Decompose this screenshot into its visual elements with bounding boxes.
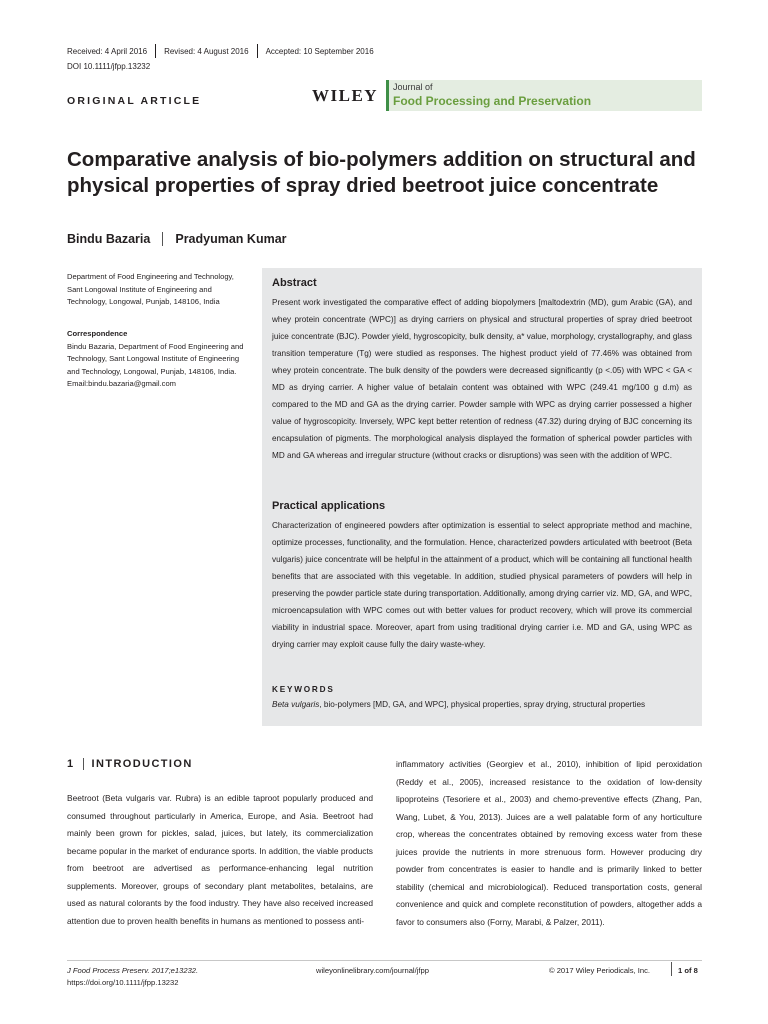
body-column-left: Beetroot (Beta vulgaris var. Rubra) is an edible taproot popularly produced and consumed throughout particularly in America, Europe, and Asia. Beetroot had mainly been grown for pickles, salad, juices, but lately, its commercialization became popular in the market of endurance sports. In addition, the viable products from beetroot are advertised as performance-enhancing legal nutrition supplements. Moreover, groups of secondary plant metabolites, betalains, are used as natural colorants by the food industry. They have also received increased attention due to proven health benefits in humans as mentioned to possess anti- [67,793,373,926]
journal-banner-accent [386,80,389,111]
affiliation: Department of Food Engineering and Technology, Sant Longowal Institute of Engineering and Technology, Longowal, Punjab, 148106, India [67,272,234,306]
keyword-rest: , bio-polymers [MD, GA, and WPC], physical properties, spray drying, structural properties [319,700,646,709]
page-number: 1 of 8 [678,966,698,975]
accepted-date: Accepted: 10 September 2016 [265,46,374,56]
doi[interactable]: DOI 10.1111/jfpp.13232 [67,62,151,71]
body-column-right: inflammatory activities (Georgiev et al., 2010), inhibition of lipid peroxidation (Reddy et al., 2005), increased resistance to the oxidation of low-density lipoproteins (Tesoriere et al., 2003) and chemo-preventive effects (Zhang, Pan, Wang, Lubet, & You, 2013). Juices are a well palatable form of any horticulture crop, whereas the concentrates obtained by removing excess water from these juices provide the nutrients in more strenuous form. However producing dry powder from concentrates is easier to handle and is primarily linked to better stability (chemical and microbiological). Reduced transportation costs, general convenience and quick and complete reconstitution of powders, altogether adds a favor to consumers also (Forny, Marabi, & Palzer, 2011). [396,759,702,927]
divider [155,44,156,58]
abstract-box [262,268,702,726]
divider [83,758,84,770]
section-title: INTRODUCTION [91,758,193,770]
footer-rule [67,960,702,961]
title-line-2: physical properties of spray dried beetroot juice concentrate [67,174,659,197]
keywords-list [272,700,645,709]
correspondence-label: Correspondence [67,329,128,338]
practical-heading: Practical applications [272,500,386,512]
keywords-heading: KEYWORDS [272,685,335,694]
section-number: 1 [67,758,75,770]
section-heading [67,758,193,770]
author-name[interactable]: Pradyuman Kumar [175,232,287,246]
received-date: Received: 4 April 2016 [67,46,148,56]
author-list [67,232,287,246]
article-title [67,147,717,199]
divider [162,232,163,246]
abstract-text: Present work investigated the comparative effect of adding biopolymers [maltodextrin (MD), gum Arabic (GA), and whey protein concentrate (WPC)] as drying carriers on physical and structural properties of spray dried beetroot juice concentrate (BJC). Powder yield, hygroscopicity, bulk density, a* value, morphology, crystallography, and glass transition temperature (Tg) were studied as responses. The highest product yield of 77.46% was obtained from whey protein concentrate. The bulk density of the powders were decreased significantly (p ˂.05) with WPC < GA < MD as drying carrier. A higher value of betalain content was obtained with WPC (249.41 mg/100 g d.m) as compared to the MD and GA as the drying carrier. Powder sample with WPC as drying carrier possessed a higher value of hygroscopicity. Inversely, WPC kept better retention of redness (47.32) during drying of BJC concerning its encapsulation of pigments. The morphological analysis displayed the formation of spherical powder particles with MD and GA whereas and irregular structure (without cracks or disruptions) was seen with the addition of WPC. [272,298,692,460]
publisher-logo: WILEY [312,86,379,105]
journal-banner [386,80,702,111]
article-type: ORIGINAL ARTICLE [67,95,202,107]
footer-doi-link[interactable]: https://doi.org/10.1111/jfpp.13232 [67,978,179,987]
divider [257,44,258,58]
divider [671,962,672,976]
correspondence-text: Bindu Bazaria, Department of Food Engineering and Technology, Sant Longowal Institute of Engineering and Technology, Longowal, Punjab, 148106, India. [67,341,244,376]
practical-text: Characterization of engineered powders after optimization is essential to select appropriate method and machine, optimize processes, functionality, and the formulation. Hence, characterized powders articulated with beetroot (Beta vulgaris) juice concentrate will be helpful in the attainment of a product, which will be containing all functional health benefits that are associated with this vegetable. In addition, studied physical parameters of powders will help in preserving the powder particle state during transportation. Additionally, among drying carrier viz. MD, GA, and WPC, microencapsulation with WPC comes out with better values for product recovery, which will prove its commercial viability in industrial space. Moreover, apart from using traditional drying carrier i.e. MD and GA, using WPC as drying carrier may exploit cause fully the dairy waste-whey. [272,521,692,649]
footer-citation: J Food Process Preserv. 2017;e13232. [67,966,199,975]
footer-copyright: © 2017 Wiley Periodicals, Inc. [549,966,650,975]
title-line-1: Comparative analysis of bio-polymers addition on structural and [67,148,696,171]
journal-name-line2: Food Processing and Preservation [393,94,592,108]
abstract-heading: Abstract [272,277,317,289]
revised-date: Revised: 4 August 2016 [164,46,249,56]
correspondence [67,328,247,391]
keyword-lead: Beta vulgaris [272,700,320,709]
author-name[interactable]: Bindu Bazaria [67,232,151,246]
email-link[interactable]: Email:bindu.bazaria@gmail.com [67,379,177,388]
journal-name-line1: Journal of [393,82,433,92]
footer-site-link[interactable]: wileyonlinelibrary.com/journal/jfpp [316,966,429,975]
article-dates [67,44,374,58]
